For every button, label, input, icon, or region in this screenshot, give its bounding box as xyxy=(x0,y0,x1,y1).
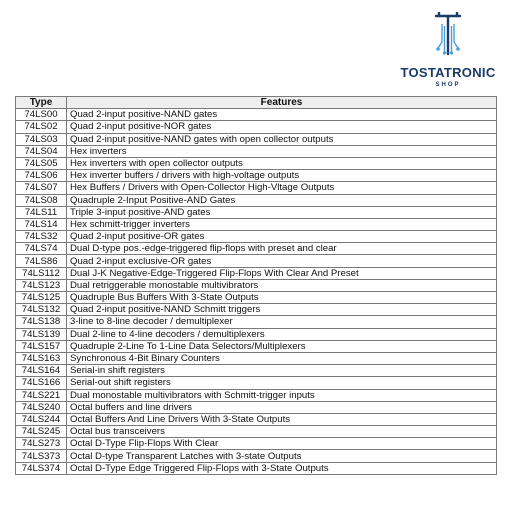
table-row xyxy=(16,328,497,340)
cell-features: Hex inverter buffers / drivers with high-voltage outputs xyxy=(67,170,497,182)
cell-features: Octal buffers and line drivers xyxy=(67,401,497,413)
cell-type: 74LS08 xyxy=(16,194,67,206)
cell-features: Dual monostable multivibrators with Schmitt-trigger inputs xyxy=(67,389,497,401)
cell-type: 74LS05 xyxy=(16,157,67,169)
cell-features: Quad 2-input positive-NOR gates xyxy=(67,121,497,133)
cell-features: Serial-out shift registers xyxy=(67,377,497,389)
table-row xyxy=(16,377,497,389)
cell-type: 74LS11 xyxy=(16,206,67,218)
cell-features: Synchronous 4-Bit Binary Counters xyxy=(67,352,497,364)
cell-features: Quadruple Bus Buffers With 3-State Outputs xyxy=(67,292,497,304)
table-row xyxy=(16,413,497,425)
cell-features: Quad 2-input positive-NAND gates with open collector outputs xyxy=(67,133,497,145)
cell-type: 74LS14 xyxy=(16,218,67,230)
table-row xyxy=(16,145,497,157)
table-row xyxy=(16,340,497,352)
cell-features: 3-line to 8-line decoder / demultiplexer xyxy=(67,316,497,328)
table-header-row xyxy=(16,97,497,109)
table-row xyxy=(16,157,497,169)
cell-features: Quad 2-input positive-NAND gates xyxy=(67,109,497,121)
cell-features: Dual J-K Negative-Edge-Triggered Flip-Flops With Clear And Preset xyxy=(67,267,497,279)
table-row xyxy=(16,292,497,304)
brand-subtitle: SHOP xyxy=(435,82,461,88)
cell-type: 74LS132 xyxy=(16,304,67,316)
cell-type: 74LS163 xyxy=(16,352,67,364)
cell-type: 74LS157 xyxy=(16,340,67,352)
table-row xyxy=(16,438,497,450)
cell-type: 74LS166 xyxy=(16,377,67,389)
table-row xyxy=(16,206,497,218)
cell-features: Triple 3-input positive-AND gates xyxy=(67,206,497,218)
cell-features: Dual retriggerable monostable multivibrators xyxy=(67,279,497,291)
cell-features: Octal bus transceivers xyxy=(67,426,497,438)
table-body xyxy=(16,109,497,475)
cell-features: Dual D-type pos.-edge-triggered flip-flops with preset and clear xyxy=(67,243,497,255)
table-row xyxy=(16,401,497,413)
cell-features: Quadruple 2-Line To 1-Line Data Selectors/Multiplexers xyxy=(67,340,497,352)
cell-features: Quad 2-input positive-OR gates xyxy=(67,231,497,243)
cell-features: Quad 2-input positive-NAND Schmitt triggers xyxy=(67,304,497,316)
cell-type: 74LS123 xyxy=(16,279,67,291)
brand-logo xyxy=(400,12,496,92)
cell-features: Hex inverters xyxy=(67,145,497,157)
cell-features: Hex Buffers / Drivers with Open-Collector High-Vltage Outputs xyxy=(67,182,497,194)
table-row xyxy=(16,218,497,230)
cell-type: 74LS02 xyxy=(16,121,67,133)
table-row xyxy=(16,316,497,328)
cell-features: Octal D-type Transparent Latches with 3-state Outputs xyxy=(67,450,497,462)
cell-features: Octal Buffers And Line Drivers With 3-State Outputs xyxy=(67,413,497,425)
cell-type: 74LS03 xyxy=(16,133,67,145)
table-row xyxy=(16,304,497,316)
table-row xyxy=(16,255,497,267)
cell-type: 74LS06 xyxy=(16,170,67,182)
table-row xyxy=(16,426,497,438)
cell-type: 74LS138 xyxy=(16,316,67,328)
cell-type: 74LS244 xyxy=(16,413,67,425)
brand-name: TOSTATRONIC xyxy=(400,65,496,80)
cell-features: Dual 2-line to 4-line decoders / demultiplexers xyxy=(67,328,497,340)
cell-type: 74LS32 xyxy=(16,231,67,243)
table-row xyxy=(16,109,497,121)
column-header-type: Type xyxy=(16,97,67,109)
cell-type: 74LS273 xyxy=(16,438,67,450)
cell-type: 74LS00 xyxy=(16,109,67,121)
cell-type: 74LS125 xyxy=(16,292,67,304)
table-row xyxy=(16,462,497,474)
cell-type: 74LS164 xyxy=(16,365,67,377)
cell-type: 74LS374 xyxy=(16,462,67,474)
cell-type: 74LS221 xyxy=(16,389,67,401)
table-row xyxy=(16,389,497,401)
table-row xyxy=(16,352,497,364)
table-row xyxy=(16,121,497,133)
column-header-features: Features xyxy=(67,97,497,109)
table-row xyxy=(16,182,497,194)
cell-features: Octal D-Type Edge Triggered Flip-Flops with 3-State Outputs xyxy=(67,462,497,474)
table-row xyxy=(16,170,497,182)
table-row xyxy=(16,243,497,255)
cell-type: 74LS112 xyxy=(16,267,67,279)
cell-type: 74LS04 xyxy=(16,145,67,157)
table-row xyxy=(16,267,497,279)
cell-type: 74LS07 xyxy=(16,182,67,194)
cell-type: 74LS240 xyxy=(16,401,67,413)
table-row xyxy=(16,365,497,377)
table-row xyxy=(16,450,497,462)
cell-type: 74LS139 xyxy=(16,328,67,340)
table-row xyxy=(16,279,497,291)
cell-features: Octal D-Type Flip-Flops With Clear xyxy=(67,438,497,450)
cell-type: 74LS245 xyxy=(16,426,67,438)
table-row xyxy=(16,133,497,145)
cell-type: 74LS74 xyxy=(16,243,67,255)
t-circuit-logo-icon xyxy=(434,12,462,58)
cell-type: 74LS86 xyxy=(16,255,67,267)
cell-features: Quadruple 2-Input Positive-AND Gates xyxy=(67,194,497,206)
cell-features: Quad 2-input exclusive-OR gates xyxy=(67,255,497,267)
ic-features-table xyxy=(15,96,497,475)
cell-features: Serial-in shift registers xyxy=(67,365,497,377)
cell-features: Hex inverters with open collector outputs xyxy=(67,157,497,169)
cell-features: Hex schmitt-trigger inverters xyxy=(67,218,497,230)
table-row xyxy=(16,194,497,206)
table-row xyxy=(16,231,497,243)
cell-type: 74LS373 xyxy=(16,450,67,462)
